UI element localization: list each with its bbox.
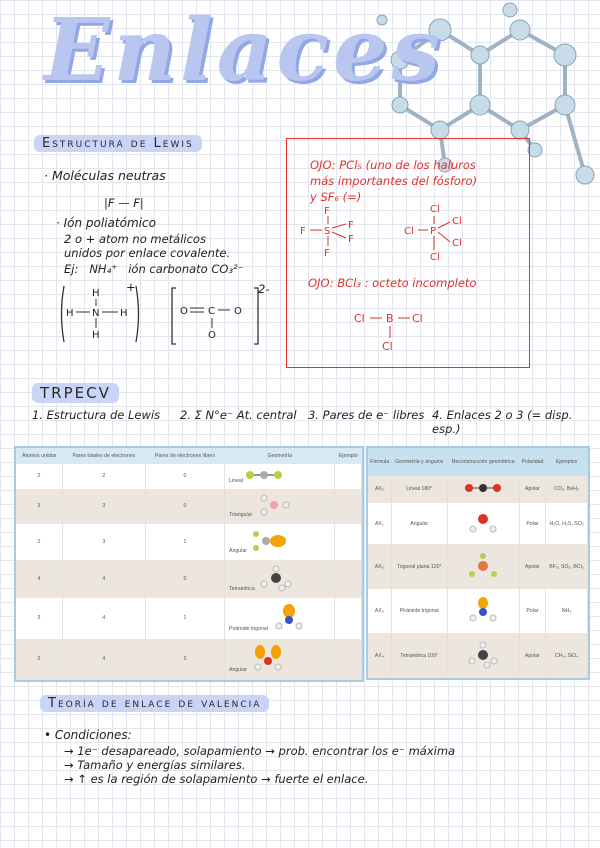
neutral-example: |F — F| bbox=[104, 196, 144, 210]
table-cell: Triangular bbox=[225, 489, 335, 525]
table-cell: 3 bbox=[16, 489, 62, 525]
carbonate-lewis-structure bbox=[170, 286, 262, 346]
condition-item: → Tamaño y energías similares. bbox=[64, 758, 246, 772]
table-cell: CO₂, BeH₂ bbox=[546, 476, 588, 503]
table-cell: AX₃ bbox=[368, 589, 391, 634]
table-row bbox=[368, 476, 588, 503]
table-row bbox=[368, 544, 588, 589]
svg-text:H: H bbox=[92, 288, 100, 299]
trpecv-step-3: 3. Pares de e⁻ libres bbox=[308, 408, 425, 422]
carbonate-charge: 2- bbox=[258, 282, 270, 296]
svg-text:F: F bbox=[324, 248, 330, 259]
bcl3-structure bbox=[352, 304, 442, 356]
svg-text:Cl: Cl bbox=[412, 312, 423, 325]
table-cell: 2 bbox=[16, 524, 62, 560]
table-header: Geometría y ángulos bbox=[391, 448, 447, 476]
table-cell: Trigonal plana 120° bbox=[391, 544, 447, 589]
polyatomic-label: · Ión poliatómico bbox=[56, 216, 156, 230]
table-cell: 4 bbox=[62, 598, 145, 639]
table-cell: Apolar bbox=[519, 476, 546, 503]
table-header: Polaridad bbox=[519, 448, 546, 476]
table-cell: Pirámide trigonal bbox=[225, 598, 335, 639]
tev-heading: Teoría de enlace de valencia bbox=[40, 696, 269, 711]
table-cell: 3 bbox=[62, 489, 145, 525]
model-cell bbox=[447, 633, 519, 678]
table-cell: NH₃ bbox=[546, 589, 588, 634]
table-row bbox=[16, 524, 362, 560]
polyatomic-line2: unidos por enlace covalente. bbox=[64, 246, 231, 260]
table-cell: 0 bbox=[145, 489, 224, 525]
table-cell: Angular bbox=[391, 503, 447, 545]
conditions-label: • Condiciones: bbox=[44, 728, 132, 742]
table-cell: Angular bbox=[225, 524, 335, 560]
table-cell: AX₃ bbox=[368, 544, 391, 589]
trpecv-step-2: 2. Σ N°e⁻ At. central bbox=[180, 408, 297, 422]
table-row bbox=[368, 589, 588, 634]
svg-text:F: F bbox=[348, 220, 354, 231]
svg-text:Cl: Cl bbox=[354, 312, 365, 325]
svg-text:N: N bbox=[92, 308, 100, 319]
page-title: Enlaces bbox=[44, 0, 444, 101]
polyatomic-line1: 2 o + atom no metálicos bbox=[64, 232, 206, 246]
table-header: Ejemplo bbox=[335, 448, 362, 464]
table-cell: Lineal 180° bbox=[391, 476, 447, 503]
table-row bbox=[16, 560, 362, 598]
svg-text:Cl: Cl bbox=[430, 252, 440, 263]
table-cell: 2 bbox=[16, 464, 62, 489]
table-header: Geometría bbox=[225, 448, 335, 464]
example-cell bbox=[335, 464, 362, 489]
table-header-row bbox=[16, 448, 362, 464]
table-cell: H₂O, H₂S, SO₂ bbox=[546, 503, 588, 545]
example-cell bbox=[335, 560, 362, 598]
model-cell bbox=[447, 589, 519, 634]
table-cell: 1 bbox=[145, 524, 224, 560]
svg-text:O: O bbox=[208, 330, 216, 341]
table-cell: 4 bbox=[62, 639, 145, 680]
ojo-line1: OJO: PCl₅ (uno de los haluros bbox=[310, 158, 476, 172]
example-line bbox=[64, 262, 244, 276]
model-icon bbox=[463, 553, 503, 579]
trpecv-step-4: 4. Enlaces 2 o 3 (= disp. esp.) bbox=[432, 408, 573, 436]
table-cell: AX₂ bbox=[368, 503, 391, 545]
table-cell: Apolar bbox=[519, 544, 546, 589]
example-prefix: Ej: bbox=[64, 262, 79, 276]
model-cell bbox=[447, 476, 519, 503]
table-cell: Tetraédrica 109° bbox=[391, 633, 447, 678]
table-cell: Pirámide trigonal bbox=[391, 589, 447, 634]
example-cell bbox=[335, 598, 362, 639]
condition-item: → ↑ es la región de solapamiento → fuerte el enlace. bbox=[64, 772, 369, 786]
ojo-line3: y SF₆ (=) bbox=[310, 190, 362, 204]
svg-text:H: H bbox=[66, 308, 74, 319]
table-header: Ejemplos bbox=[546, 448, 588, 476]
table-header: Átomos unidos bbox=[16, 448, 62, 464]
table-row bbox=[368, 633, 588, 678]
table-cell: 2 bbox=[62, 464, 145, 489]
model-icon bbox=[254, 494, 294, 516]
example-cell bbox=[335, 489, 362, 525]
svg-text:F: F bbox=[348, 234, 354, 245]
svg-text:P: P bbox=[430, 226, 437, 237]
table-cell: 0 bbox=[145, 464, 224, 489]
condition-item: → 1e⁻ desapareado, solapamiento → prob. encontrar los e⁻ máxima bbox=[64, 744, 456, 758]
svg-text:Cl: Cl bbox=[452, 238, 462, 249]
table-cell: 2 bbox=[16, 639, 62, 680]
table-row bbox=[16, 639, 362, 680]
example-cell bbox=[335, 524, 362, 560]
example-ion: NH₄⁺ bbox=[89, 262, 118, 276]
svg-text:Cl: Cl bbox=[404, 226, 414, 237]
svg-text:F: F bbox=[324, 206, 330, 217]
table-cell: Lineal bbox=[225, 464, 335, 489]
table-header: Pares totales de electrones bbox=[62, 448, 145, 464]
geometry-table bbox=[14, 446, 364, 682]
table-cell: AX₂ bbox=[368, 476, 391, 503]
lewis-heading: Estructura de Lewis bbox=[34, 136, 202, 151]
table-cell: Apolar bbox=[519, 633, 546, 678]
table-cell: 2 bbox=[145, 639, 224, 680]
nh4-charge: + bbox=[126, 280, 136, 294]
model-icon bbox=[244, 468, 284, 482]
table-header: Pares de electrones libres bbox=[145, 448, 224, 464]
table-cell: 1 bbox=[145, 598, 224, 639]
model-icon bbox=[463, 597, 503, 623]
polarity-table bbox=[366, 446, 590, 680]
sf6-pcl5-structures bbox=[296, 204, 486, 264]
model-icon bbox=[463, 481, 503, 495]
model-cell bbox=[447, 544, 519, 589]
trpecv-step-1: 1. Estructura de Lewis bbox=[32, 408, 161, 422]
table-header-row bbox=[368, 448, 588, 476]
neutral-molecules-label: · Moléculas neutras bbox=[44, 168, 166, 183]
ojo-line4: OJO: BCl₃ : octeto incompleto bbox=[308, 276, 477, 290]
table-cell: 4 bbox=[16, 560, 62, 598]
model-icon bbox=[248, 530, 288, 552]
svg-text:H: H bbox=[120, 308, 128, 319]
table-header: Fórmula bbox=[368, 448, 391, 476]
model-icon bbox=[269, 604, 309, 630]
svg-text:B: B bbox=[386, 312, 394, 325]
trpecv-heading: TRPECV bbox=[32, 384, 119, 402]
table-cell: Tetraédrica bbox=[225, 560, 335, 598]
table-cell: 0 bbox=[145, 560, 224, 598]
table-cell: 3 bbox=[16, 598, 62, 639]
svg-text:S: S bbox=[324, 226, 331, 237]
table-header: Reconstrucción geométrica bbox=[447, 448, 519, 476]
model-icon bbox=[248, 645, 288, 671]
table-row bbox=[16, 598, 362, 639]
model-icon bbox=[463, 511, 503, 535]
model-icon bbox=[463, 642, 503, 668]
table-row bbox=[368, 503, 588, 545]
svg-text:C: C bbox=[208, 306, 215, 317]
model-icon bbox=[256, 566, 296, 590]
svg-text:Cl: Cl bbox=[382, 340, 393, 353]
svg-text:Cl: Cl bbox=[430, 204, 440, 215]
table-cell: Polar bbox=[519, 503, 546, 545]
table-cell: 4 bbox=[62, 560, 145, 598]
table-cell: Polar bbox=[519, 589, 546, 634]
svg-text:F: F bbox=[300, 226, 306, 237]
svg-text:H: H bbox=[92, 330, 100, 341]
table-cell: AX₄ bbox=[368, 633, 391, 678]
table-cell: BF₃, SO₃, BCl₃ bbox=[546, 544, 588, 589]
ojo-line2: más importantes del fósforo) bbox=[310, 174, 478, 188]
table-cell: 3 bbox=[62, 524, 145, 560]
table-row bbox=[16, 464, 362, 489]
svg-text:O: O bbox=[180, 306, 188, 317]
table-row bbox=[16, 489, 362, 525]
table-cell: CH₄, SiO₄ bbox=[546, 633, 588, 678]
model-cell bbox=[447, 503, 519, 545]
svg-text:Cl: Cl bbox=[452, 216, 462, 227]
example-carbonate: ión carbonato CO₃²⁻ bbox=[128, 262, 244, 276]
example-cell bbox=[335, 639, 362, 680]
svg-text:O: O bbox=[234, 306, 242, 317]
table-cell: Angular bbox=[225, 639, 335, 680]
